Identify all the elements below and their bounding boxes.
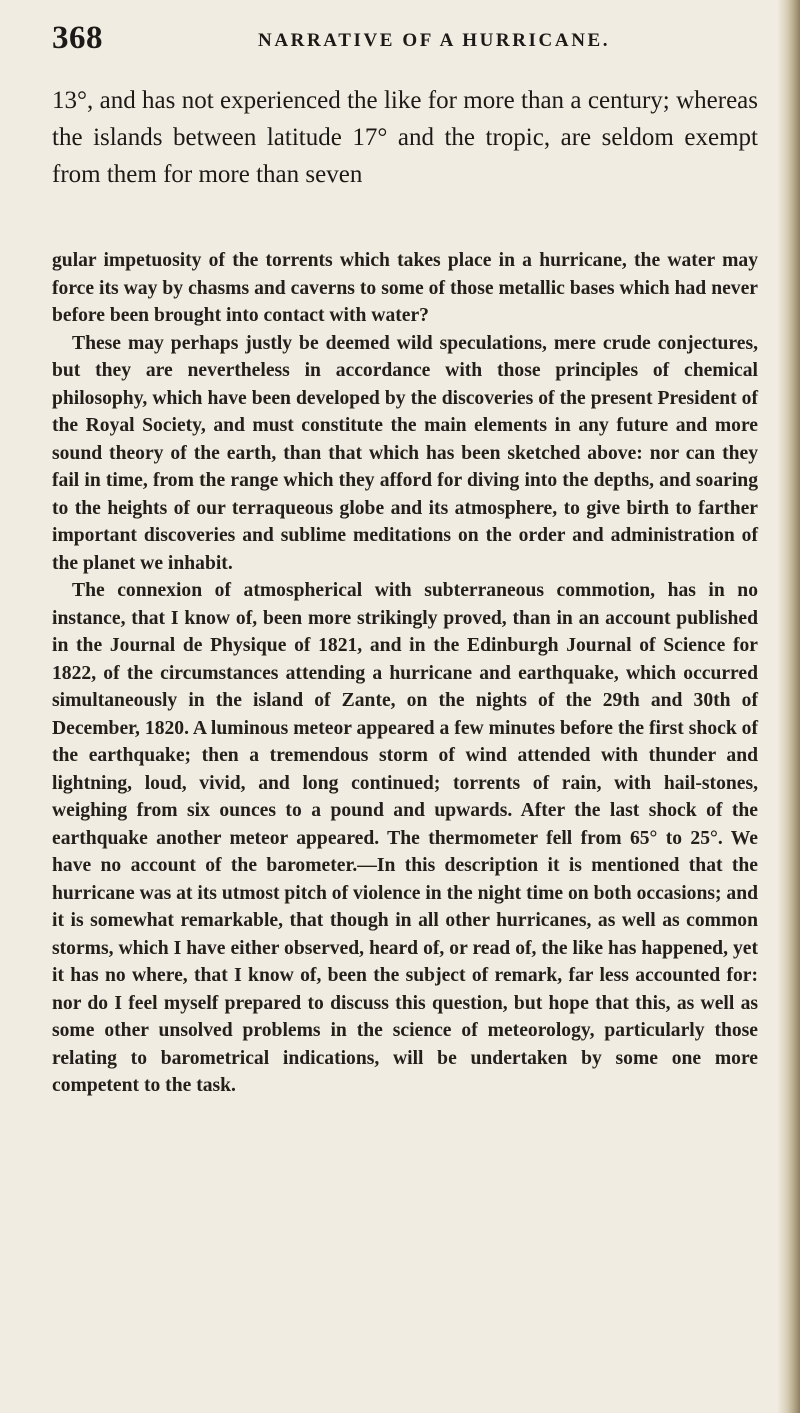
paragraph-connexion: The connexion of atmospherical with subterraneous commotion, has in no instance, that I know of, been more strikingly proved, than in an account published in the Journal de Physique of 1821, and in the Edinburgh Journal of Science for 1822, of the circumstances attending a hurricane and earthquake, which occurred simultaneously in the island of Zante, on the nights of the 29th and 30th of December, 1820. A luminous meteor appeared a few minutes before the first shock of the earthquake; then a tremendous storm of wind attended with thunder and lightning, loud, vivid, and long continued; torrents of rain, with hail-stones, weighing from six ounces to a pound and upwards. After the last shock of the earthquake another meteor appeared. The thermometer fell from 65° to 25°. We have no account of the barometer.—In this description it is mentioned that the hurricane was at its utmost pitch of violence in the night time on both occasions; and it is somewhat remarkable, that though in all other hurricanes, as well as common storms, which I have either observed, heard of, or read of, the like has happened, yet it has no where, that I know of, been the subject of remark, far less accounted for: nor do I feel myself prepared to discuss this question, but hope that this, as well as some other unsolved problems in the science of meteorology, particularly those relating to barometrical indications, will be undertaken by some one more competent to the task. bbox=[52, 580, 758, 1096]
paragraph-continued: gular impetuosity of the torrents which takes place in a hurricane, the water may force its way by chasms and caverns to some of those metallic bases which had never before been brought into contact with water? bbox=[52, 250, 758, 326]
lead-paragraph-block bbox=[52, 82, 758, 193]
running-head: NARRATIVE OF A HURRICANE. bbox=[258, 30, 611, 51]
lead-paragraph: 13°, and has not experienced the like for more than a century; whereas the islands between latitude 17° and the tropic, are seldom exempt from them for more than seven bbox=[52, 87, 758, 188]
page-edge bbox=[778, 0, 800, 1413]
paragraph-speculations: These may perhaps justly be deemed wild speculations, mere crude conjectures, but they are nevertheless in accordance with those principles of chemical philosophy, which have been developed by the discoveries of the present President of the Royal Society, and must constitute the main elements in any future and more sound theory of the earth, than that which has been sketched above: nor can they fail in time, from the range which they afford for diving into the depths, and soaring to the heights of our terraqueous globe and its atmosphere, to give birth to farther important discoveries and sublime meditations on the order and administration of the planet we inhabit. bbox=[52, 332, 758, 574]
body-text bbox=[52, 247, 758, 1100]
page-header bbox=[52, 20, 758, 64]
page-number: 368 bbox=[52, 20, 103, 56]
